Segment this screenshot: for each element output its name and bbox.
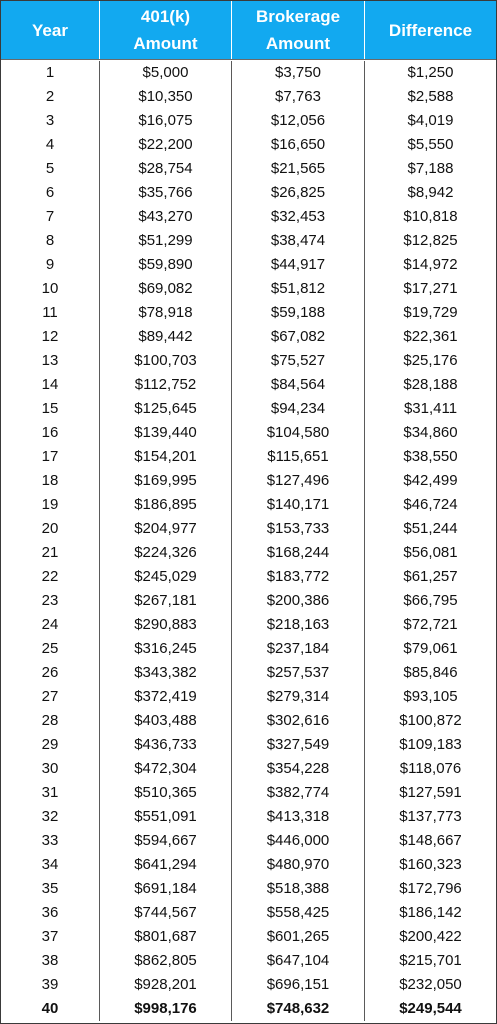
401k-amount-cell: $862,805 [134,952,197,969]
difference-cell: $8,942 [407,184,454,201]
401k-amount-cell: $28,754 [138,160,193,177]
year-cell: 40 [41,1000,59,1017]
brokerage-amount-cell: $32,453 [270,208,326,225]
year-cell: 37 [41,928,59,945]
brokerage-amount-cell: $59,188 [270,304,326,321]
year-cell: 1 [45,64,55,81]
401k-amount-cell: $245,029 [134,568,197,585]
brokerage-amount-column [232,61,365,1021]
year-cell: 27 [41,688,59,705]
401k-amount-cell: $125,645 [134,400,197,417]
year-cell: 39 [41,976,59,993]
401k-amount-cell: $139,440 [134,424,197,441]
brokerage-amount-cell: $257,537 [266,664,330,681]
401k-amount-cell: $78,918 [138,304,193,321]
header-difference [365,1,496,59]
brokerage-amount-cell: $601,265 [266,928,330,945]
brokerage-amount-cell: $75,527 [270,352,326,369]
year-cell: 19 [41,496,59,513]
year-cell: 13 [41,352,59,369]
difference-cell: $215,701 [399,952,462,969]
year-cell: 34 [41,856,59,873]
brokerage-amount-cell: $140,171 [266,496,330,513]
401k-amount-cell: $267,181 [134,592,197,609]
year-cell: 18 [41,472,59,489]
brokerage-amount-cell: $413,318 [266,808,330,825]
difference-cell: $56,081 [403,544,458,561]
year-cell: 3 [45,112,55,129]
difference-cell: $42,499 [403,472,458,489]
brokerage-amount-cell: $279,314 [266,688,330,705]
brokerage-amount-cell: $44,917 [270,256,326,273]
difference-cell: $160,323 [399,856,462,873]
difference-cell: $12,825 [403,232,458,249]
401k-amount-cell: $10,350 [138,88,193,105]
difference-cell: $61,257 [403,568,458,585]
year-cell: 15 [41,400,59,417]
year-cell: 8 [45,232,55,249]
header-401k-line2: Amount [133,34,198,53]
difference-cell: $118,076 [399,760,462,777]
401k-amount-cell: $744,567 [134,904,197,921]
header-difference-label: Difference [388,20,473,40]
401k-amount-cell: $22,200 [138,136,193,153]
year-cell: 22 [41,568,59,585]
401k-amount-cell: $16,075 [138,112,193,129]
difference-cell: $14,972 [403,256,458,273]
difference-cell: $31,411 [403,400,458,417]
year-cell: 25 [41,640,59,657]
year-cell: 12 [41,328,59,345]
year-cell: 11 [42,304,58,321]
difference-cell: $25,176 [403,352,458,369]
401k-amount-column [100,61,232,1021]
401k-amount-cell: $594,667 [134,832,197,849]
brokerage-amount-cell: $237,184 [266,640,330,657]
brokerage-amount-cell: $382,774 [266,784,330,801]
401k-amount-cell: $154,201 [134,448,197,465]
401k-amount-cell: $691,184 [134,880,197,897]
year-cell: 20 [41,520,59,537]
difference-cell: $1,250 [407,64,454,81]
401k-amount-cell: $69,082 [138,280,193,297]
difference-cell: $2,588 [407,88,454,105]
difference-cell: $93,105 [403,688,458,705]
difference-cell: $51,244 [403,520,458,537]
difference-cell: $28,188 [403,376,458,393]
difference-cell: $17,271 [403,280,458,297]
401k-amount-cell: $204,977 [134,520,197,537]
year-cell: 28 [41,712,59,729]
difference-cell: $137,773 [399,808,462,825]
difference-column [365,61,496,1021]
difference-cell: $79,061 [403,640,458,657]
brokerage-amount-cell: $67,082 [270,328,326,345]
401k-amount-cell: $43,270 [138,208,193,225]
year-cell: 26 [41,664,59,681]
brokerage-amount-cell: $327,549 [266,736,330,753]
year-cell: 2 [45,88,55,105]
difference-cell: $85,846 [403,664,458,681]
401k-amount-cell: $59,890 [138,256,193,273]
brokerage-amount-cell: $104,580 [266,424,330,441]
difference-cell: $172,796 [399,880,462,897]
brokerage-amount-cell: $51,812 [270,280,326,297]
difference-cell: $127,591 [399,784,462,801]
year-cell: 17 [41,448,59,465]
difference-cell: $72,721 [403,616,458,633]
401k-amount-cell: $51,299 [138,232,193,249]
header-year [1,1,100,59]
year-cell: 30 [41,760,59,777]
header-year-label: Year [32,20,68,40]
brokerage-amount-cell: $3,750 [275,64,321,81]
year-cell: 9 [45,256,55,273]
brokerage-amount-cell: $94,234 [270,400,326,417]
brokerage-amount-cell: $480,970 [266,856,330,873]
year-cell: 36 [41,904,59,921]
difference-cell: $7,188 [407,160,454,177]
year-cell: 5 [45,160,55,177]
year-cell: 32 [41,808,59,825]
table-header [1,1,496,60]
401k-amount-cell: $928,201 [134,976,197,993]
brokerage-amount-cell: $748,632 [266,1000,330,1017]
difference-cell: $100,872 [399,712,462,729]
year-cell: 35 [41,880,59,897]
brokerage-amount-cell: $168,244 [266,544,330,561]
brokerage-amount-cell: $696,151 [266,976,330,993]
brokerage-amount-cell: $446,000 [266,832,330,849]
brokerage-amount-cell: $647,104 [266,952,330,969]
brokerage-amount-cell: $12,056 [270,112,326,129]
401k-amount-cell: $100,703 [134,352,197,369]
difference-cell: $200,422 [399,928,462,945]
brokerage-amount-cell: $302,616 [266,712,330,729]
header-401k-line1: 401(k) [140,7,191,26]
401k-amount-cell: $372,419 [134,688,197,705]
year-cell: 14 [41,376,59,393]
year-cell: 23 [41,592,59,609]
brokerage-amount-cell: $200,386 [266,592,330,609]
401k-amount-cell: $436,733 [134,736,197,753]
difference-cell: $109,183 [399,736,462,753]
year-cell: 38 [41,952,59,969]
header-401k-amount [100,1,232,59]
header-brokerage-amount [232,1,365,59]
difference-cell: $66,795 [403,592,458,609]
brokerage-amount-cell: $7,763 [275,88,321,105]
difference-cell: $46,724 [403,496,458,513]
401k-amount-cell: $551,091 [134,808,197,825]
brokerage-amount-cell: $518,388 [266,880,330,897]
year-cell: 10 [41,280,59,297]
401k-amount-cell: $472,304 [134,760,197,777]
year-cell: 21 [41,544,59,561]
year-cell: 16 [41,424,59,441]
year-cell: 4 [45,136,55,153]
header-brokerage-line2: Amount [265,34,331,53]
401k-amount-cell: $316,245 [134,640,197,657]
401k-amount-cell: $510,365 [134,784,197,801]
difference-cell: $19,729 [403,304,458,321]
header-brokerage-line1: Brokerage [255,7,341,26]
401k-amount-cell: $801,687 [134,928,197,945]
year-column [1,61,100,1021]
401k-amount-cell: $998,176 [134,1000,197,1017]
difference-cell: $38,550 [403,448,458,465]
year-cell: 6 [45,184,55,201]
401k-amount-cell: $89,442 [138,328,193,345]
401k-amount-cell: $290,883 [134,616,197,633]
brokerage-amount-cell: $183,772 [266,568,330,585]
401k-amount-cell: $169,995 [134,472,197,489]
brokerage-amount-cell: $84,564 [270,376,326,393]
brokerage-amount-cell: $21,565 [270,160,326,177]
401k-amount-cell: $641,294 [134,856,197,873]
brokerage-amount-cell: $16,650 [270,136,326,153]
year-cell: 33 [41,832,59,849]
401k-amount-cell: $224,326 [134,544,197,561]
brokerage-amount-cell: $38,474 [270,232,326,249]
difference-cell: $232,050 [399,976,462,993]
difference-cell: $249,544 [399,1000,462,1017]
difference-cell: $22,361 [403,328,458,345]
401k-amount-cell: $5,000 [142,64,189,81]
brokerage-amount-cell: $115,651 [267,448,329,465]
brokerage-amount-cell: $558,425 [266,904,330,921]
year-cell: 29 [41,736,59,753]
difference-cell: $5,550 [407,136,454,153]
brokerage-amount-cell: $354,228 [266,760,330,777]
year-cell: 24 [41,616,59,633]
401k-amount-cell: $343,382 [134,664,197,681]
year-cell: 7 [45,208,55,225]
brokerage-amount-cell: $127,496 [266,472,330,489]
difference-cell: $4,019 [407,112,454,129]
difference-cell: $34,860 [403,424,458,441]
401k-amount-cell: $35,766 [138,184,193,201]
year-cell: 31 [41,784,59,801]
difference-cell: $10,818 [403,208,458,225]
brokerage-amount-cell: $26,825 [270,184,326,201]
difference-cell: $186,142 [399,904,462,921]
brokerage-amount-cell: $218,163 [266,616,330,633]
401k-amount-cell: $403,488 [134,712,197,729]
difference-cell: $148,667 [399,832,462,849]
table-body [1,61,496,1021]
brokerage-amount-cell: $153,733 [266,520,330,537]
401k-amount-cell: $112,752 [134,376,197,393]
401k-amount-cell: $186,895 [134,496,197,513]
